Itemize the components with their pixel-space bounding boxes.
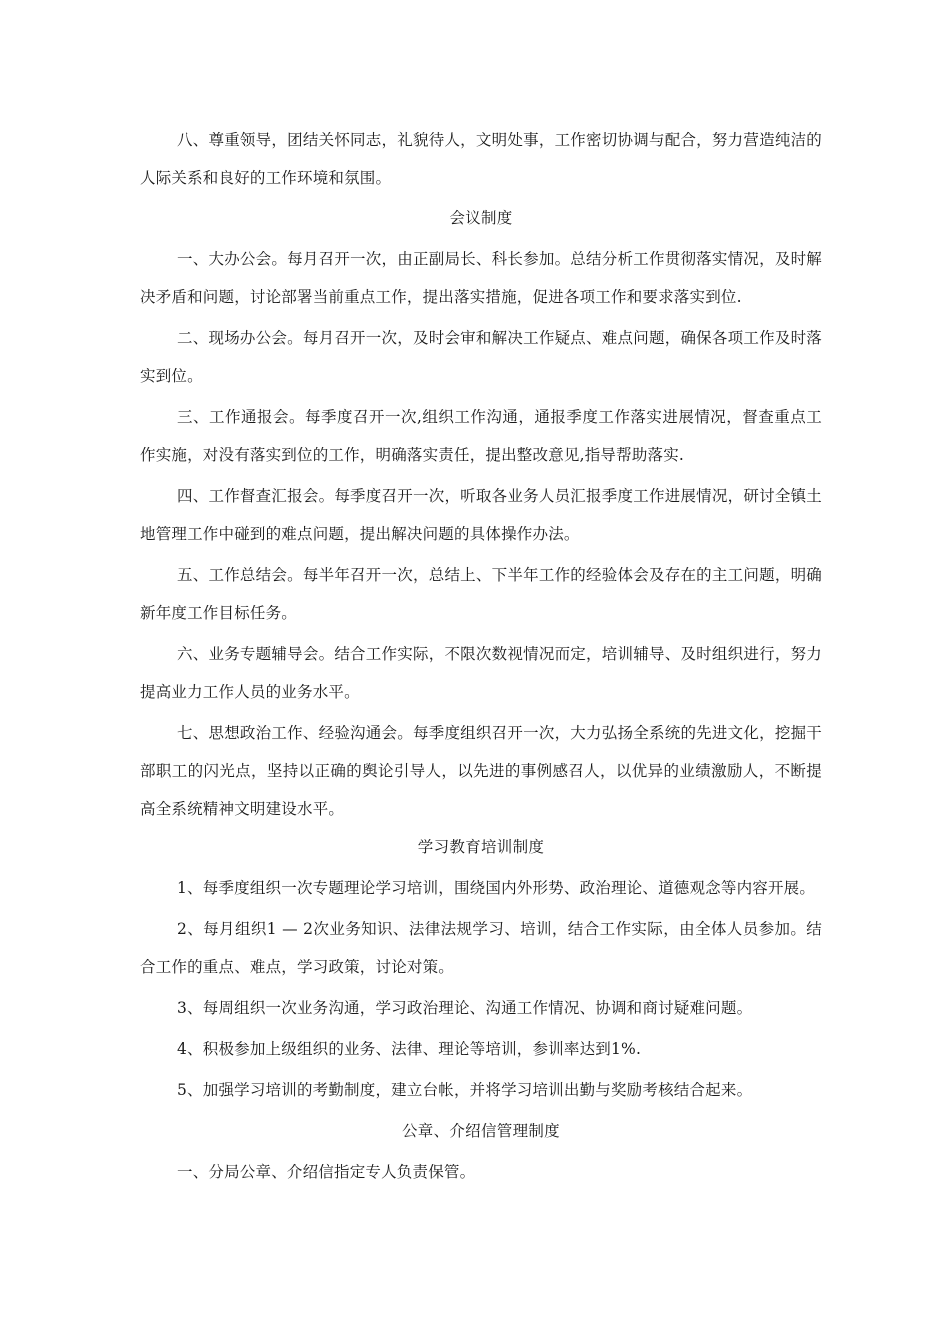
training-item-1: 1、每季度组织一次专题理论学习培训，围绕国内外形势、政治理论、道德观念等内容开展。 <box>177 879 816 897</box>
meeting-item-1: 一、大办公会。每月召开一次，由正副局长、科长参加。总结分析工作贯彻落实情况，及时解决矛盾和问题，讨论部署当前重点工作，提出落实措施，促进各项工作和要求落实到位. <box>140 250 822 306</box>
meeting-item-2: 二、现场办公会。每月召开一次，及时会审和解决工作疑点、难点问题，确保各项工作及时落实到位。 <box>140 329 822 385</box>
section-title-meeting: 会议制度 <box>449 209 513 227</box>
training-item-3: 3、每周组织一次业务沟通，学习政治理论、沟通工作情况、协调和商讨疑难问题。 <box>177 999 753 1017</box>
section-title-training: 学习教育培训制度 <box>417 838 545 856</box>
paragraph-conduct-8: 八、尊重领导，团结关怀同志，礼貌待人，文明处事，工作密切协调与配合，努力营造纯洁的人际关系和良好的工作环境和氛围。 <box>140 131 822 187</box>
document-body <box>140 121 822 1191</box>
training-item-4: 4、积极参加上级组织的业务、法律、理论等培训，参训率达到1%. <box>177 1040 642 1058</box>
section-title-seal: 公章、介绍信管理制度 <box>401 1122 560 1140</box>
meeting-item-3: 三、工作通报会。每季度召开一次,组织工作沟通，通报季度工作落实进展情况，督查重点工作实施，对没有落实到位的工作，明确落实责任，提出整改意见,指导帮助落实. <box>140 408 822 464</box>
meeting-item-4: 四、工作督查汇报会。每季度召开一次，听取各业务人员汇报季度工作进展情况，研讨全镇土地管理工作中碰到的难点问题，提出解决问题的具体操作办法。 <box>140 487 822 543</box>
meeting-item-5: 五、工作总结会。每半年召开一次，总结上、下半年工作的经验体会及存在的主工问题，明确新年度工作目标任务。 <box>140 566 822 622</box>
meeting-item-6: 六、业务专题辅导会。结合工作实际，不限次数视情况而定，培训辅导、及时组织进行，努力提高业力工作人员的业务水平。 <box>140 645 822 701</box>
training-item-2: 2、每月组织1 — 2次业务知识、法律法规学习、培训，结合工作实际，由全体人员参加。结合工作的重点、难点，学习政策，讨论对策。 <box>140 920 822 976</box>
training-item-5: 5、加强学习培训的考勤制度，建立台帐，并将学习培训出勤与奖励考核结合起来。 <box>177 1081 753 1099</box>
meeting-item-7: 七、思想政治工作、经验沟通会。每季度组织召开一次，大力弘扬全系统的先进文化，挖掘干部职工的闪光点，坚持以正确的舆论引导人，以先进的事例感召人，以优异的业绩激励人，不断提高全系统精神文明建设水平。 <box>140 724 822 818</box>
seal-item-1: 一、分局公章、介绍信指定专人负责保管。 <box>177 1163 476 1181</box>
